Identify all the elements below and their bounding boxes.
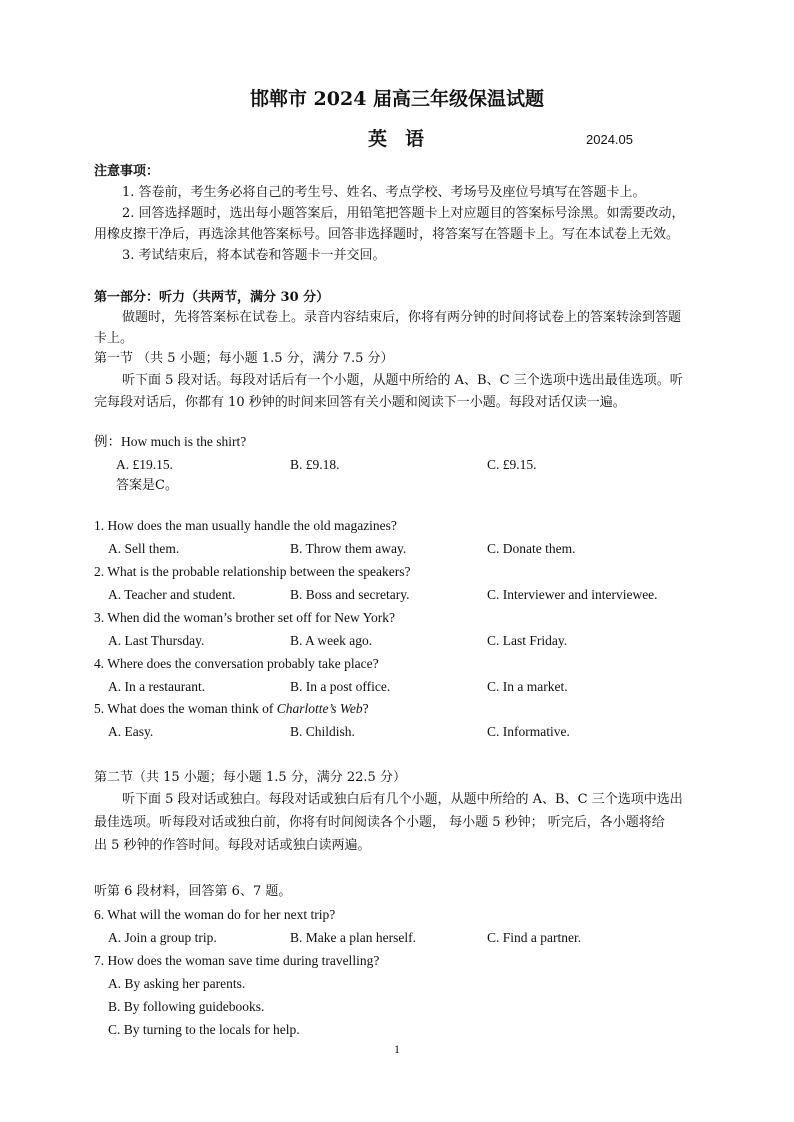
notes-item: 2. 回答选择题时，选出每小题答案后，用铅笔把答题卡上对应题目的答案标号涂黑。如需要改动，: [122, 206, 685, 221]
q1-option-c: C. Donate them.: [487, 541, 576, 556]
q4-option-a: A. In a restaurant.: [108, 679, 206, 694]
q3-option-b: B. A week ago.: [290, 633, 373, 648]
notes-item: 3. 考试结束后，将本试卷和答题卡一并交回。: [122, 248, 386, 263]
example-option-b: B. £9.18.: [290, 457, 340, 472]
section1-instructions: 听下面 5 段对话。每段对话后有一个小题，从题中所给的 A、B、C 三个选项中选出最佳选项。听: [122, 373, 683, 388]
q1-option-a: A. Sell them.: [108, 541, 180, 556]
exam-date: 2024.05: [586, 132, 633, 147]
notes-item: 1. 答卷前，考生务必将自己的考生号、姓名、考点学校、考场号及座位号填写在答题卡上。: [122, 185, 646, 200]
notes-item: 用橡皮擦干净后，再选涂其他答案标号。回答非选择题时，将答案写在答题卡上。写在本试卷上无效。: [94, 227, 680, 242]
q6-option-c: C. Find a partner.: [487, 930, 582, 945]
question-5: [94, 701, 369, 717]
q2-option-a: A. Teacher and student.: [108, 587, 236, 602]
question-7: 7. How does the woman save time during travelling?: [94, 953, 380, 968]
q5-option-c: C. Informative.: [487, 724, 570, 739]
section2-heading: 第二节（共 15 小题；每小题 1.5 分，满分 22.5 分）: [94, 770, 406, 785]
q3-option-c: C. Last Friday.: [487, 633, 568, 648]
question-1: 1. How does the man usually handle the old magazines?: [94, 518, 397, 533]
q7-option-a: A. By asking her parents.: [108, 976, 246, 991]
material-6-heading: 听第 6 段材料，回答第 6、7 题。: [94, 884, 292, 899]
section1-heading: 第一节 （共 5 小题；每小题 1.5 分，满分 7.5 分）: [94, 351, 394, 366]
page-number: 1: [394, 1042, 400, 1056]
section2-instructions: 最佳选项。听每段对话或独白前，你将有时间阅读各个小题， 每小题 5 秒钟； 听完后，各小题将给: [94, 815, 665, 830]
section2-instructions: 出 5 秒钟的作答时间。每段对话或独白读两遍。: [94, 838, 371, 853]
q2-option-b: B. Boss and secretary.: [290, 587, 410, 602]
subject-title: 英语: [368, 128, 443, 150]
notes-heading: 注意事项：: [94, 164, 160, 179]
page-title: 邯郸市 2024 届高三年级保温试题: [249, 88, 545, 110]
q5-option-b: B. Childish.: [290, 724, 355, 739]
question-2: 2. What is the probable relationship between the speakers?: [94, 564, 411, 579]
example-option-c: C. £9.15.: [487, 457, 537, 472]
q1-option-b: B. Throw them away.: [290, 541, 407, 556]
example-option-a: A. £19.15.: [116, 457, 173, 472]
question-6: 6. What will the woman do for her next trip?: [94, 907, 336, 922]
q7-option-c: C. By turning to the locals for help.: [108, 1022, 300, 1037]
q3-option-a: A. Last Thursday.: [108, 633, 205, 648]
question-4: 4. Where does the conversation probably take place?: [94, 656, 379, 671]
q5-text: 5. What does the woman think of: [94, 701, 277, 716]
q5-book-title: Charlotte’s Web: [276, 701, 363, 716]
part1-intro: 卡上。: [94, 331, 134, 346]
example-answer: 答案是C。: [116, 478, 178, 493]
section2-instructions: 听下面 5 段对话或独白。每段对话或独白后有几个小题，从题中所给的 A、B、C 三个选项中选出: [122, 792, 683, 807]
part1-heading: 第一部分：听力（共两节，满分 30 分）: [94, 290, 330, 305]
q5-punct: ?: [362, 701, 369, 716]
section1-instructions: 完每段对话后，你都有 10 秒钟的时间来回答有关小题和阅读下一小题。每段对话仅读一遍。: [94, 395, 626, 410]
question-3: 3. When did the woman’s brother set off for New York?: [94, 610, 395, 625]
example-question: 例：How much is the shirt?: [94, 434, 247, 449]
q4-option-c: C. In a market.: [487, 679, 568, 694]
q5-option-a: A. Easy.: [108, 724, 154, 739]
part1-intro: 做题时，先将答案标在试卷上。录音内容结束后，你将有两分钟的时间将试卷上的答案转涂到答题: [122, 310, 682, 325]
q6-option-a: A. Join a group trip.: [108, 930, 217, 945]
q4-option-b: B. In a post office.: [290, 679, 391, 694]
q6-option-b: B. Make a plan herself.: [290, 930, 416, 945]
q7-option-b: B. By following guidebooks.: [108, 999, 265, 1014]
q2-option-c: C. Interviewer and interviewee.: [487, 587, 658, 602]
